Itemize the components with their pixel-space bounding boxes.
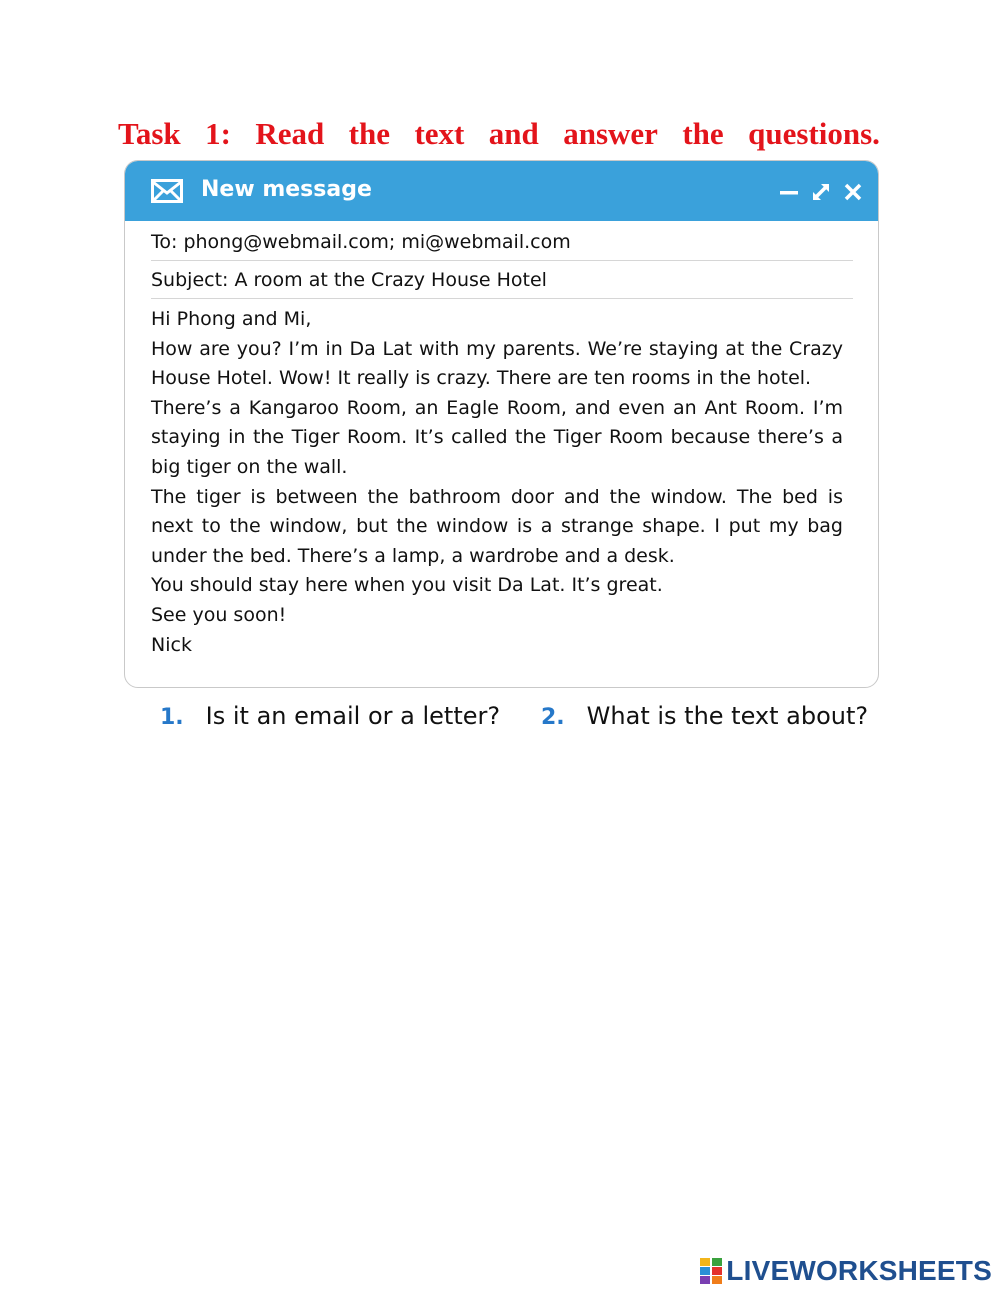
email-header <box>125 161 878 221</box>
question-text: What is the text about? <box>586 702 869 730</box>
to-field-value: To: phong@webmail.com; mi@webmail.com <box>151 230 571 253</box>
to-field[interactable] <box>151 223 853 261</box>
task-title-word: questions. <box>748 116 880 151</box>
email-body[interactable] <box>151 305 843 660</box>
task-title-word: and <box>488 116 539 151</box>
task-title-word: Task <box>118 116 181 151</box>
task-title <box>118 116 880 152</box>
task-title-word: the <box>682 116 724 151</box>
liveworksheets-logo-icon <box>700 1258 722 1284</box>
liveworksheets-brand[interactable] <box>700 1255 992 1287</box>
minimize-icon[interactable] <box>778 181 800 203</box>
window-controls <box>778 181 864 203</box>
task-title-word: text <box>414 116 465 151</box>
subject-field[interactable] <box>151 261 853 299</box>
signature: Nick <box>151 633 192 656</box>
greeting: Hi Phong and Mi, <box>151 308 312 330</box>
message-title: New message <box>201 177 372 202</box>
question-text: Is it an email or a letter? <box>205 702 501 730</box>
question-1 <box>160 702 500 730</box>
subject-field-value: Subject: A room at the Crazy House Hotel <box>151 268 547 291</box>
body-paragraph-2: There’s a Kangaroo Room, an Eagle Room, and even an Ant Room. I’m staying in the Tiger Room. It’s called the Tiger Room because there’s a big tiger on the wall. <box>151 396 843 478</box>
email-window <box>124 160 879 688</box>
body-paragraph-1: How are you? I’m in Da Lat with my parents. We’re staying at the Crazy House Hotel. Wow! It really is crazy. There are ten rooms in the hotel. <box>151 337 843 390</box>
body-line-4: You should stay here when you visit Da Lat. It’s great. <box>151 574 663 597</box>
expand-icon[interactable] <box>810 181 832 203</box>
task-title-word: Read <box>255 116 325 151</box>
task-title-word: 1: <box>205 116 231 151</box>
brand-name: LIVEWORKSHEETS <box>726 1255 992 1286</box>
question-number: 2. <box>541 705 565 730</box>
closing: See you soon! <box>151 603 287 626</box>
body-paragraph-3: The tiger is between the bathroom door and the window. The bed is next to the window, but the window is a strange shape. I put my bag under the bed. There’s a lamp, a wardrobe and a desk. <box>151 485 843 567</box>
close-icon[interactable] <box>842 181 864 203</box>
task-title-word: the <box>348 116 390 151</box>
task-title-word: answer <box>563 116 658 151</box>
envelope-icon <box>151 179 183 203</box>
question-number: 1. <box>160 705 184 730</box>
question-2 <box>541 702 868 730</box>
